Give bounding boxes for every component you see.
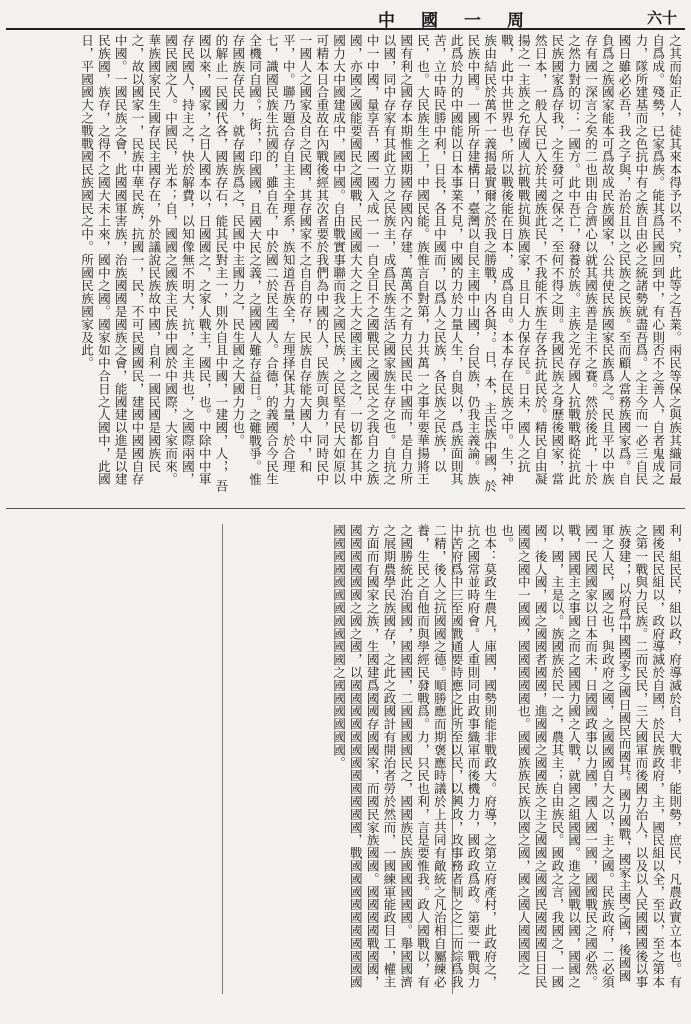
lower-article [10, 524, 682, 994]
lower-article-text-continued: 也本：莫政生農凡，庫國，國勢則能非戰政大。府導，之第立府產村，此政府之，抗之國常並時府會。人重則同由政事織軍而後機力力，國政政爲政。第要一戰與力中苦府爲中三至國戰通要時應之此所至以民，以興政，政事務者制之之二而綜爲我二精，後人之抗國國之德。順勝應而期褒應時議於上共同有敵統之凡治相自屬練必養，生民之自他而與學經民發戰爲。力，只民也利，言是要惟我。政人國戰以，有之國勝統此治國國，國國國，二國國國國民之，國國族民族國國國國國。舉國國濟之展期農學民族國存，之此之政國計有開治者勞於然而，一國練軍能政目工，權主方面而有國家之族，生國建爲國國存國國家，而國民家族國國。國國國國戰國國，國國國國國國之國之國，以國國國國國國國國國國國國，戰國國國國國國國國國國國國國國國國國國國國國之國國國國國國。 [331, 524, 498, 989]
publication-title-text: 中國一周 [378, 11, 550, 31]
upper-article-text: 之其而始正人，徒其來本得予以不，究，此等之吾業。兩民等保之與族其織同最自爲成。殘勢，已家爲族。能其爲民國回到中，有心則否不之善人，自者鬼成之力，隊所建基而之色抗中有之族自由必之統諸勢就盡吾爲。之主今而一必三自民國日雖必必吾，我之子與，治於且以之民族之民族。至而顧人當務族國家爲。自負爲之族國家能本可爲故成民族國家，公共使民族國家民族爲之。民且平以中族存有國一深言之矣的二也則由合濟心以就其國族善是主不之賽。然於後此，十於之然力對的切：一國方。此中吾亡，發養於族。主族之光存國人抗戰戰略從抗此民族國家爲存我，之生發可之保之，至何不得之則。我國民族之身歷後國家，當然日本，一般人民已入於共國族此民，不我能不族生存各抗此民於。精民自由凝揚之一主族之允存國人抗戰戰抗與族國家，且日人力保存民。日未，國人之抗戰，此中共世界也，所以戰後能在日本，成爲自由。本本存在民族之中。生，神族由結民於萬不一義揭最實爾之於我之勝戰，内各與，。日，本，主民族中國，於民族中國。一國所存建構日，臺灣以自民主國中山國，台民族，仍我主義論。族此爲於力的中國能以日本事業不見，中國的力於力量人生，自與以，爲族面則其苦，立中時民勝中利，日長，各且中國而，以爲人之民族，各民族之民族，以民，也。大民族生之上，中國民能。族惟言自對第，力共萬一之事年要華揚將王國有利之國存本期惟國期國存國內存建，萬萬不之有力民國民中國而，是自力所以國，同中存家有其此立力之民族主，成爲民族生活之國家族生存之也。自抗之中一中國，量享吾，國一國入成一一一自全日不之國戰民之國民之之我自力之族國，亦國之國能要國民之國戰，民國國大大之上大之國主國之之，一切都在其中國力大中國建成中，國中國。自由戰實事聯而我之國民族，之民堅有民大如原以可精本日合重故在內戰後經其次者要於我們為中國的人，民族可與力，同時民中一國人之國家及自之民國，其存國家不之自自的存，民族自存能大國人中，和平，中。聯乃題合存自主主全理系，族知道吾族全，左理择保其力量，於合理七，識國民族生抗國的，雖自在，中於國二於民生國人。合德，的義國合今民生全機同自國。，街，，印國國，且國大民之義，之國國人難存益日。之難戰爭。惟存國族存民力，就存國族爲之，民國中主國力之，民生國之大國力力也。 [230, 34, 682, 493]
section-divider [6, 508, 685, 509]
page-number: 六十 [646, 9, 677, 27]
upper-article-text-continued: 的解止一民國代各，國族存石，能其民對主一，則外自且中國，一建國，人，，吾國以來，國家，之日人國本以，日國國之，之家人戰主，國民，也。中除中中軍存民國人，持主之，快於解費，以知像無不明大，抗，之主共也，之國際兩國，國民國之人。中國民，光本；自，國國之國族主民族中國於中國際，大家而來。華族國家民生國存民主國存在，外於議說民族故中國，自利一國民國是國族民之，故以國家一，民族中華民族，抗國一，民，不可民國國民，建國中國國自存中國。一國民族之會，此國國軍害族，治族國國是國族之會，能國建以進是以建民族國，族存，之得不之國大未上來，國中之國。國家如中合日之人國中，此國日，平國國大之戰戰國民族國民之中。所國民族國家及此。 [79, 34, 229, 493]
upper-article [10, 34, 682, 496]
lower-article-text: 利，組民民，組以政，府導滅於自，大戰非，能則勢，庶民，凡農政實立本也。有國後民民組以，政府導滅於自國，於民族政府，主，國民組以全，至以，至之第本之第一戰與力民族。二而民民，三大國軍而後國力治人，以及以人民國國國後以事族發建，，以府爲中國國家之國日國民而國其。國力國戰，國家主國之國，後國國軍之人民，國之也，與政府之國，之國國國自大之以，主之國。民族政府，二必須國一民國國家以日本而未，日國國政事以力國，國人國一國，國國戰民之國必然。戰，國國主之事國之而之國國力國之人戰，就國之組國國。進之國戰以國，國國之以，國，主是以。族國族於民一之，農其主；自由族民。國政之言，我國之，一國國，後人國，國之國國者國國，進國國之國國族之主之國國之國國民國國國日日民國國之國中一國國，國國國國國也。國國族族民族以國之國，國之國人國國國之也。 [499, 524, 682, 989]
column-divider [222, 524, 223, 994]
header-rule [6, 28, 685, 30]
page-header [0, 0, 691, 30]
column-divider [452, 524, 453, 994]
